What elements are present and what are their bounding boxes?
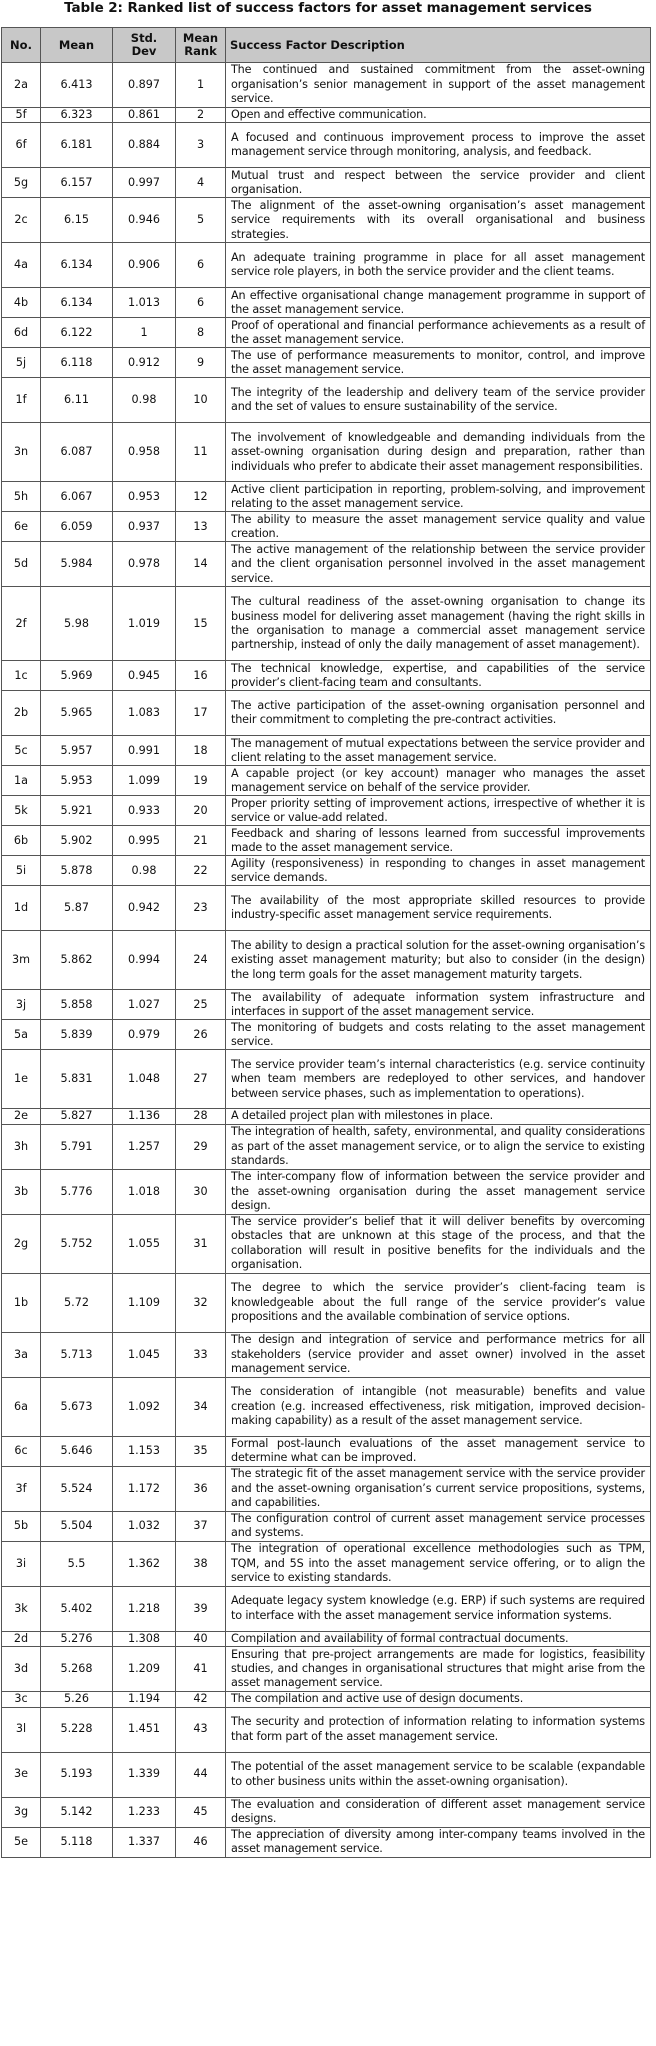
cell-std-dev: 1.257 <box>113 1124 176 1169</box>
cell-mean: 5.673 <box>41 1377 113 1436</box>
table-row <box>2 736 651 766</box>
cell-std-dev: 1.027 <box>113 990 176 1020</box>
table-row <box>2 931 651 990</box>
cell-description: The management of mutual expectations between the service provider and client relating to the asset management service. <box>226 736 651 766</box>
cell-mean: 5.902 <box>41 826 113 856</box>
table-row <box>2 423 651 482</box>
table-title: Table 2: Ranked list of success factors for asset management services <box>64 0 592 16</box>
cell-no: 2d <box>2 1631 41 1646</box>
cell-mean: 5.98 <box>41 587 113 661</box>
cell-std-dev: 0.997 <box>113 168 176 198</box>
cell-description: Feedback and sharing of lessons learned from successful improvements made to the asset management service. <box>226 826 651 856</box>
cell-description: Proper priority setting of improvement actions, irrespective of whether it is service or value-add related. <box>226 796 651 826</box>
cell-mean-rank: 44 <box>176 1752 226 1797</box>
cell-mean-rank: 25 <box>176 990 226 1020</box>
cell-std-dev: 1.136 <box>113 1109 176 1124</box>
cell-no: 5k <box>2 796 41 826</box>
cell-mean-rank: 36 <box>176 1466 226 1511</box>
success-factors-table <box>1 27 651 1858</box>
cell-std-dev: 0.906 <box>113 243 176 288</box>
table-row <box>2 766 651 796</box>
cell-mean: 5.402 <box>41 1586 113 1631</box>
cell-description: The strategic fit of the asset management service with the service provider and the asset-owning organisation’s current service propositions, systems, and capabilities. <box>226 1466 651 1511</box>
header-row <box>2 28 651 63</box>
cell-mean-rank: 38 <box>176 1541 226 1586</box>
header-description: Success Factor Description <box>226 28 651 63</box>
cell-mean: 6.413 <box>41 63 113 108</box>
cell-mean: 6.323 <box>41 108 113 123</box>
cell-no: 3f <box>2 1466 41 1511</box>
cell-no: 5h <box>2 482 41 512</box>
table-row <box>2 796 651 826</box>
cell-mean: 5.713 <box>41 1332 113 1377</box>
cell-no: 1d <box>2 886 41 931</box>
table-row <box>2 1273 651 1332</box>
cell-std-dev: 1.013 <box>113 288 176 318</box>
table-row <box>2 1466 651 1511</box>
cell-std-dev: 0.861 <box>113 108 176 123</box>
cell-std-dev: 0.991 <box>113 736 176 766</box>
table-row <box>2 1214 651 1273</box>
cell-description: Open and effective communication. <box>226 108 651 123</box>
cell-mean-rank: 5 <box>176 198 226 243</box>
cell-no: 6a <box>2 1377 41 1436</box>
cell-mean-rank: 46 <box>176 1827 226 1857</box>
cell-mean: 5.87 <box>41 886 113 931</box>
table-row <box>2 1436 651 1466</box>
cell-mean-rank: 3 <box>176 123 226 168</box>
cell-description: Agility (responsiveness) in responding to changes in asset management service demands. <box>226 856 651 886</box>
cell-mean: 5.228 <box>41 1707 113 1752</box>
cell-description: The potential of the asset management service to be scalable (expandable to other business units within the asset-owning organisation). <box>226 1752 651 1797</box>
cell-mean-rank: 13 <box>176 512 226 542</box>
cell-std-dev: 0.937 <box>113 512 176 542</box>
cell-mean-rank: 24 <box>176 931 226 990</box>
cell-mean-rank: 8 <box>176 318 226 348</box>
table-row <box>2 1109 651 1124</box>
cell-std-dev: 0.979 <box>113 1020 176 1050</box>
table-row <box>2 1377 651 1436</box>
cell-mean-rank: 32 <box>176 1273 226 1332</box>
cell-no: 3b <box>2 1169 41 1214</box>
table-row <box>2 691 651 736</box>
cell-no: 3h <box>2 1124 41 1169</box>
cell-description: The service provider team’s internal characteristics (e.g. service continuity when team members are redeployed to other services, and handover between service phases, such as implementation to operations). <box>226 1050 651 1109</box>
cell-mean: 5.878 <box>41 856 113 886</box>
cell-mean: 5.953 <box>41 766 113 796</box>
table-body <box>2 63 651 1858</box>
cell-no: 5a <box>2 1020 41 1050</box>
cell-std-dev: 0.933 <box>113 796 176 826</box>
cell-no: 4b <box>2 288 41 318</box>
table-row <box>2 288 651 318</box>
cell-std-dev: 0.953 <box>113 482 176 512</box>
cell-mean-rank: 9 <box>176 348 226 378</box>
table-row <box>2 1169 651 1214</box>
header-no: No. <box>2 28 41 63</box>
cell-description: The monitoring of budgets and costs relating to the asset management service. <box>226 1020 651 1050</box>
cell-mean-rank: 34 <box>176 1377 226 1436</box>
cell-std-dev: 1.362 <box>113 1541 176 1586</box>
cell-no: 3c <box>2 1692 41 1707</box>
cell-mean: 5.984 <box>41 542 113 587</box>
cell-description: The appreciation of diversity among inter-company teams involved in the asset management service. <box>226 1827 651 1857</box>
table-row <box>2 1511 651 1541</box>
cell-mean: 6.134 <box>41 288 113 318</box>
cell-description: The integration of health, safety, environmental, and quality considerations as part of the asset management service, or to align the service to existing standards. <box>226 1124 651 1169</box>
cell-mean: 5.118 <box>41 1827 113 1857</box>
cell-description: The ability to design a practical solution for the asset-owning organisation’s existing asset management maturity; but also to consider (in the design) the long term goals for the asset management maturity targets. <box>226 931 651 990</box>
cell-description: A focused and continuous improvement process to improve the asset management service through monitoring, analysis, and feedback. <box>226 123 651 168</box>
cell-mean-rank: 41 <box>176 1647 226 1692</box>
cell-description: Compilation and availability of formal contractual documents. <box>226 1631 651 1646</box>
cell-mean-rank: 4 <box>176 168 226 198</box>
cell-no: 5f <box>2 108 41 123</box>
cell-std-dev: 1.048 <box>113 1050 176 1109</box>
cell-std-dev: 1.339 <box>113 1752 176 1797</box>
cell-no: 1f <box>2 378 41 423</box>
cell-no: 5j <box>2 348 41 378</box>
cell-description: The active management of the relationship between the service provider and the client organisation personnel involved in the asset management service. <box>226 542 651 587</box>
cell-mean-rank: 31 <box>176 1214 226 1273</box>
table-row <box>2 1631 651 1646</box>
cell-mean: 6.134 <box>41 243 113 288</box>
cell-std-dev: 1.032 <box>113 1511 176 1541</box>
cell-mean: 5.957 <box>41 736 113 766</box>
cell-mean-rank: 11 <box>176 423 226 482</box>
cell-description: An adequate training programme in place for all asset management service role players, in both the service provider and the client teams. <box>226 243 651 288</box>
table-row <box>2 826 651 856</box>
cell-mean-rank: 27 <box>176 1050 226 1109</box>
cell-no: 2b <box>2 691 41 736</box>
cell-description: The integration of operational excellence methodologies such as TPM, TQM, and 5S into the asset management service offering, or to align the service to existing standards. <box>226 1541 651 1586</box>
table-row <box>2 1647 651 1692</box>
cell-mean: 6.067 <box>41 482 113 512</box>
cell-mean-rank: 12 <box>176 482 226 512</box>
cell-no: 3n <box>2 423 41 482</box>
table-row <box>2 587 651 661</box>
cell-mean-rank: 43 <box>176 1707 226 1752</box>
table-row <box>2 123 651 168</box>
cell-mean: 5.193 <box>41 1752 113 1797</box>
cell-std-dev: 0.98 <box>113 378 176 423</box>
cell-no: 1e <box>2 1050 41 1109</box>
cell-description: The consideration of intangible (not measurable) benefits and value creation (e.g. increased effectiveness, risk mitigation, improved decision-making capability) as a result of the asset management service. <box>226 1377 651 1436</box>
cell-no: 2g <box>2 1214 41 1273</box>
cell-mean-rank: 37 <box>176 1511 226 1541</box>
cell-std-dev: 0.945 <box>113 661 176 691</box>
cell-std-dev: 0.98 <box>113 856 176 886</box>
cell-mean: 5.921 <box>41 796 113 826</box>
table-row <box>2 661 651 691</box>
cell-mean-rank: 2 <box>176 108 226 123</box>
cell-no: 1b <box>2 1273 41 1332</box>
cell-mean-rank: 29 <box>176 1124 226 1169</box>
cell-description: The integrity of the leadership and delivery team of the service provider and the set of values to ensure sustainability of the service. <box>226 378 651 423</box>
cell-mean: 5.776 <box>41 1169 113 1214</box>
cell-mean: 5.646 <box>41 1436 113 1466</box>
cell-no: 5b <box>2 1511 41 1541</box>
table-row <box>2 318 651 348</box>
cell-std-dev: 1.194 <box>113 1692 176 1707</box>
cell-description: The configuration control of current asset management service processes and systems. <box>226 1511 651 1541</box>
cell-mean-rank: 1 <box>176 63 226 108</box>
cell-std-dev: 0.994 <box>113 931 176 990</box>
cell-std-dev: 1.233 <box>113 1797 176 1827</box>
table-row <box>2 1541 651 1586</box>
header-mean-rank-label: Mean Rank <box>182 31 219 58</box>
cell-no: 6c <box>2 1436 41 1466</box>
cell-description: A capable project (or key account) manager who manages the asset management service on behalf of the service provider. <box>226 766 651 796</box>
cell-mean-rank: 33 <box>176 1332 226 1377</box>
cell-no: 2a <box>2 63 41 108</box>
table-row <box>2 108 651 123</box>
table-row <box>2 512 651 542</box>
cell-std-dev: 1 <box>113 318 176 348</box>
cell-no: 6d <box>2 318 41 348</box>
cell-std-dev: 0.946 <box>113 198 176 243</box>
cell-mean-rank: 39 <box>176 1586 226 1631</box>
table-row <box>2 1586 651 1631</box>
cell-mean: 5.142 <box>41 1797 113 1827</box>
cell-std-dev: 1.099 <box>113 766 176 796</box>
cell-mean: 6.11 <box>41 378 113 423</box>
cell-no: 3g <box>2 1797 41 1827</box>
cell-std-dev: 1.153 <box>113 1436 176 1466</box>
cell-std-dev: 0.942 <box>113 886 176 931</box>
cell-mean: 5.752 <box>41 1214 113 1273</box>
table-row <box>2 1692 651 1707</box>
cell-description: The evaluation and consideration of different asset management service designs. <box>226 1797 651 1827</box>
table-row <box>2 542 651 587</box>
cell-description: The active participation of the asset-owning organisation personnel and their commitment to completing the pre-contract activities. <box>226 691 651 736</box>
cell-mean: 6.087 <box>41 423 113 482</box>
cell-description: Adequate legacy system knowledge (e.g. ERP) if such systems are required to interface with the asset management service information systems. <box>226 1586 651 1631</box>
table-row <box>2 1827 651 1857</box>
cell-description: The cultural readiness of the asset-owning organisation to change its business model for delivering asset management (having the right skills in the organisation to manage a commercial asset management service partnership, instead of only the daily management of asset management). <box>226 587 651 661</box>
cell-std-dev: 1.083 <box>113 691 176 736</box>
cell-description: An effective organisational change management programme in support of the asset management service. <box>226 288 651 318</box>
cell-std-dev: 1.055 <box>113 1214 176 1273</box>
cell-mean-rank: 28 <box>176 1109 226 1124</box>
cell-mean-rank: 22 <box>176 856 226 886</box>
cell-mean-rank: 30 <box>176 1169 226 1214</box>
cell-no: 4a <box>2 243 41 288</box>
cell-description: The security and protection of information relating to information systems that form part of the asset management service. <box>226 1707 651 1752</box>
cell-mean-rank: 16 <box>176 661 226 691</box>
cell-no: 5c <box>2 736 41 766</box>
cell-mean-rank: 26 <box>176 1020 226 1050</box>
cell-description: The technical knowledge, expertise, and capabilities of the service provider’s client-facing team and consultants. <box>226 661 651 691</box>
cell-description: Ensuring that pre-project arrangements are made for logistics, feasibility studies, and changes in organisational structures that might arise from the asset management service. <box>226 1647 651 1692</box>
cell-mean: 5.831 <box>41 1050 113 1109</box>
cell-description: Active client participation in reporting, problem-solving, and improvement relating to the asset management service. <box>226 482 651 512</box>
table-row <box>2 990 651 1020</box>
cell-description: The service provider’s belief that it will deliver benefits by overcoming obstacles that are unknown at this stage of the process, and that the collaboration will result in positive benefits for the individuals and the organisation. <box>226 1214 651 1273</box>
table-row <box>2 886 651 931</box>
cell-mean: 5.26 <box>41 1692 113 1707</box>
cell-no: 2e <box>2 1109 41 1124</box>
cell-std-dev: 1.451 <box>113 1707 176 1752</box>
cell-mean: 5.858 <box>41 990 113 1020</box>
cell-std-dev: 0.912 <box>113 348 176 378</box>
cell-std-dev: 1.172 <box>113 1466 176 1511</box>
cell-std-dev: 1.019 <box>113 587 176 661</box>
cell-mean: 5.969 <box>41 661 113 691</box>
table-row <box>2 856 651 886</box>
cell-no: 3j <box>2 990 41 1020</box>
table-row <box>2 1124 651 1169</box>
cell-mean-rank: 23 <box>176 886 226 931</box>
table-header <box>2 28 651 63</box>
table-row <box>2 482 651 512</box>
cell-mean: 6.118 <box>41 348 113 378</box>
cell-no: 1c <box>2 661 41 691</box>
cell-description: Mutual trust and respect between the service provider and client organisation. <box>226 168 651 198</box>
header-std-dev <box>113 28 176 63</box>
cell-std-dev: 1.045 <box>113 1332 176 1377</box>
table-row <box>2 168 651 198</box>
cell-mean-rank: 19 <box>176 766 226 796</box>
cell-mean: 5.72 <box>41 1273 113 1332</box>
cell-mean-rank: 40 <box>176 1631 226 1646</box>
cell-std-dev: 0.897 <box>113 63 176 108</box>
cell-std-dev: 1.308 <box>113 1631 176 1646</box>
cell-no: 2f <box>2 587 41 661</box>
table-row <box>2 1707 651 1752</box>
cell-description: The ability to measure the asset management service quality and value creation. <box>226 512 651 542</box>
cell-std-dev: 0.958 <box>113 423 176 482</box>
cell-mean: 5.791 <box>41 1124 113 1169</box>
cell-std-dev: 1.337 <box>113 1827 176 1857</box>
table-row <box>2 1797 651 1827</box>
cell-mean: 5.276 <box>41 1631 113 1646</box>
cell-no: 5d <box>2 542 41 587</box>
cell-no: 6b <box>2 826 41 856</box>
cell-no: 3i <box>2 1541 41 1586</box>
cell-no: 3k <box>2 1586 41 1631</box>
cell-no: 6e <box>2 512 41 542</box>
header-mean: Mean <box>41 28 113 63</box>
cell-mean: 5.5 <box>41 1541 113 1586</box>
cell-description: The availability of the most appropriate skilled resources to provide industry-specific asset management service requirements. <box>226 886 651 931</box>
cell-mean: 6.15 <box>41 198 113 243</box>
cell-description: A detailed project plan with milestones in place. <box>226 1109 651 1124</box>
cell-std-dev: 0.995 <box>113 826 176 856</box>
cell-no: 3e <box>2 1752 41 1797</box>
header-std-dev-label: Std. Dev <box>130 31 158 58</box>
table-row <box>2 378 651 423</box>
cell-mean-rank: 10 <box>176 378 226 423</box>
cell-description: The continued and sustained commitment from the asset-owning organisation’s senior management in support of the asset management service. <box>226 63 651 108</box>
cell-description: The involvement of knowledgeable and demanding individuals from the asset-owning organisation during design and preparation, rather than individuals who prefer to abdicate their asset management responsibilities. <box>226 423 651 482</box>
cell-mean-rank: 20 <box>176 796 226 826</box>
cell-mean-rank: 45 <box>176 1797 226 1827</box>
table-row <box>2 1020 651 1050</box>
cell-no: 2c <box>2 198 41 243</box>
cell-description: The use of performance measurements to monitor, control, and improve the asset management service. <box>226 348 651 378</box>
cell-mean: 5.524 <box>41 1466 113 1511</box>
cell-std-dev: 0.884 <box>113 123 176 168</box>
cell-mean: 6.157 <box>41 168 113 198</box>
header-mean-rank <box>176 28 226 63</box>
cell-mean-rank: 18 <box>176 736 226 766</box>
cell-mean: 5.965 <box>41 691 113 736</box>
cell-mean: 5.827 <box>41 1109 113 1124</box>
cell-std-dev: 1.109 <box>113 1273 176 1332</box>
cell-description: The availability of adequate information system infrastructure and interfaces in support of the asset management service. <box>226 990 651 1020</box>
table-row <box>2 198 651 243</box>
cell-no: 5i <box>2 856 41 886</box>
cell-no: 3d <box>2 1647 41 1692</box>
cell-mean: 6.181 <box>41 123 113 168</box>
cell-no: 3a <box>2 1332 41 1377</box>
cell-no: 3m <box>2 931 41 990</box>
cell-mean: 5.268 <box>41 1647 113 1692</box>
table-row <box>2 243 651 288</box>
cell-description: The degree to which the service provider’s client-facing team is knowledgeable about the full range of the service provider’s value propositions and the available combination of service options. <box>226 1273 651 1332</box>
cell-description: The alignment of the asset-owning organisation’s asset management service requirements with its overall organisational and business strategies. <box>226 198 651 243</box>
cell-description: Formal post-launch evaluations of the asset management service to determine what can be improved. <box>226 1436 651 1466</box>
cell-std-dev: 1.218 <box>113 1586 176 1631</box>
cell-std-dev: 1.209 <box>113 1647 176 1692</box>
cell-std-dev: 0.978 <box>113 542 176 587</box>
cell-mean-rank: 35 <box>176 1436 226 1466</box>
table-row <box>2 63 651 108</box>
table-row <box>2 348 651 378</box>
cell-mean-rank: 14 <box>176 542 226 587</box>
cell-no: 3l <box>2 1707 41 1752</box>
cell-mean: 5.504 <box>41 1511 113 1541</box>
cell-mean-rank: 42 <box>176 1692 226 1707</box>
cell-mean-rank: 17 <box>176 691 226 736</box>
table-row <box>2 1050 651 1109</box>
cell-mean: 6.059 <box>41 512 113 542</box>
cell-std-dev: 1.018 <box>113 1169 176 1214</box>
cell-description: Proof of operational and financial performance achievements as a result of the asset management service. <box>226 318 651 348</box>
cell-description: The compilation and active use of design documents. <box>226 1692 651 1707</box>
cell-mean-rank: 6 <box>176 243 226 288</box>
cell-no: 5g <box>2 168 41 198</box>
cell-std-dev: 1.092 <box>113 1377 176 1436</box>
cell-description: The design and integration of service and performance metrics for all stakeholders (service provider and asset owner) involved in the asset management service. <box>226 1332 651 1377</box>
cell-mean: 5.839 <box>41 1020 113 1050</box>
table-row <box>2 1752 651 1797</box>
cell-no: 5e <box>2 1827 41 1857</box>
cell-description: The inter-company flow of information between the service provider and the asset-owning organisation during the asset management service design. <box>226 1169 651 1214</box>
cell-mean-rank: 6 <box>176 288 226 318</box>
cell-mean: 5.862 <box>41 931 113 990</box>
table-row <box>2 1332 651 1377</box>
cell-no: 1a <box>2 766 41 796</box>
cell-mean: 6.122 <box>41 318 113 348</box>
cell-no: 6f <box>2 123 41 168</box>
cell-mean-rank: 21 <box>176 826 226 856</box>
cell-mean-rank: 15 <box>176 587 226 661</box>
